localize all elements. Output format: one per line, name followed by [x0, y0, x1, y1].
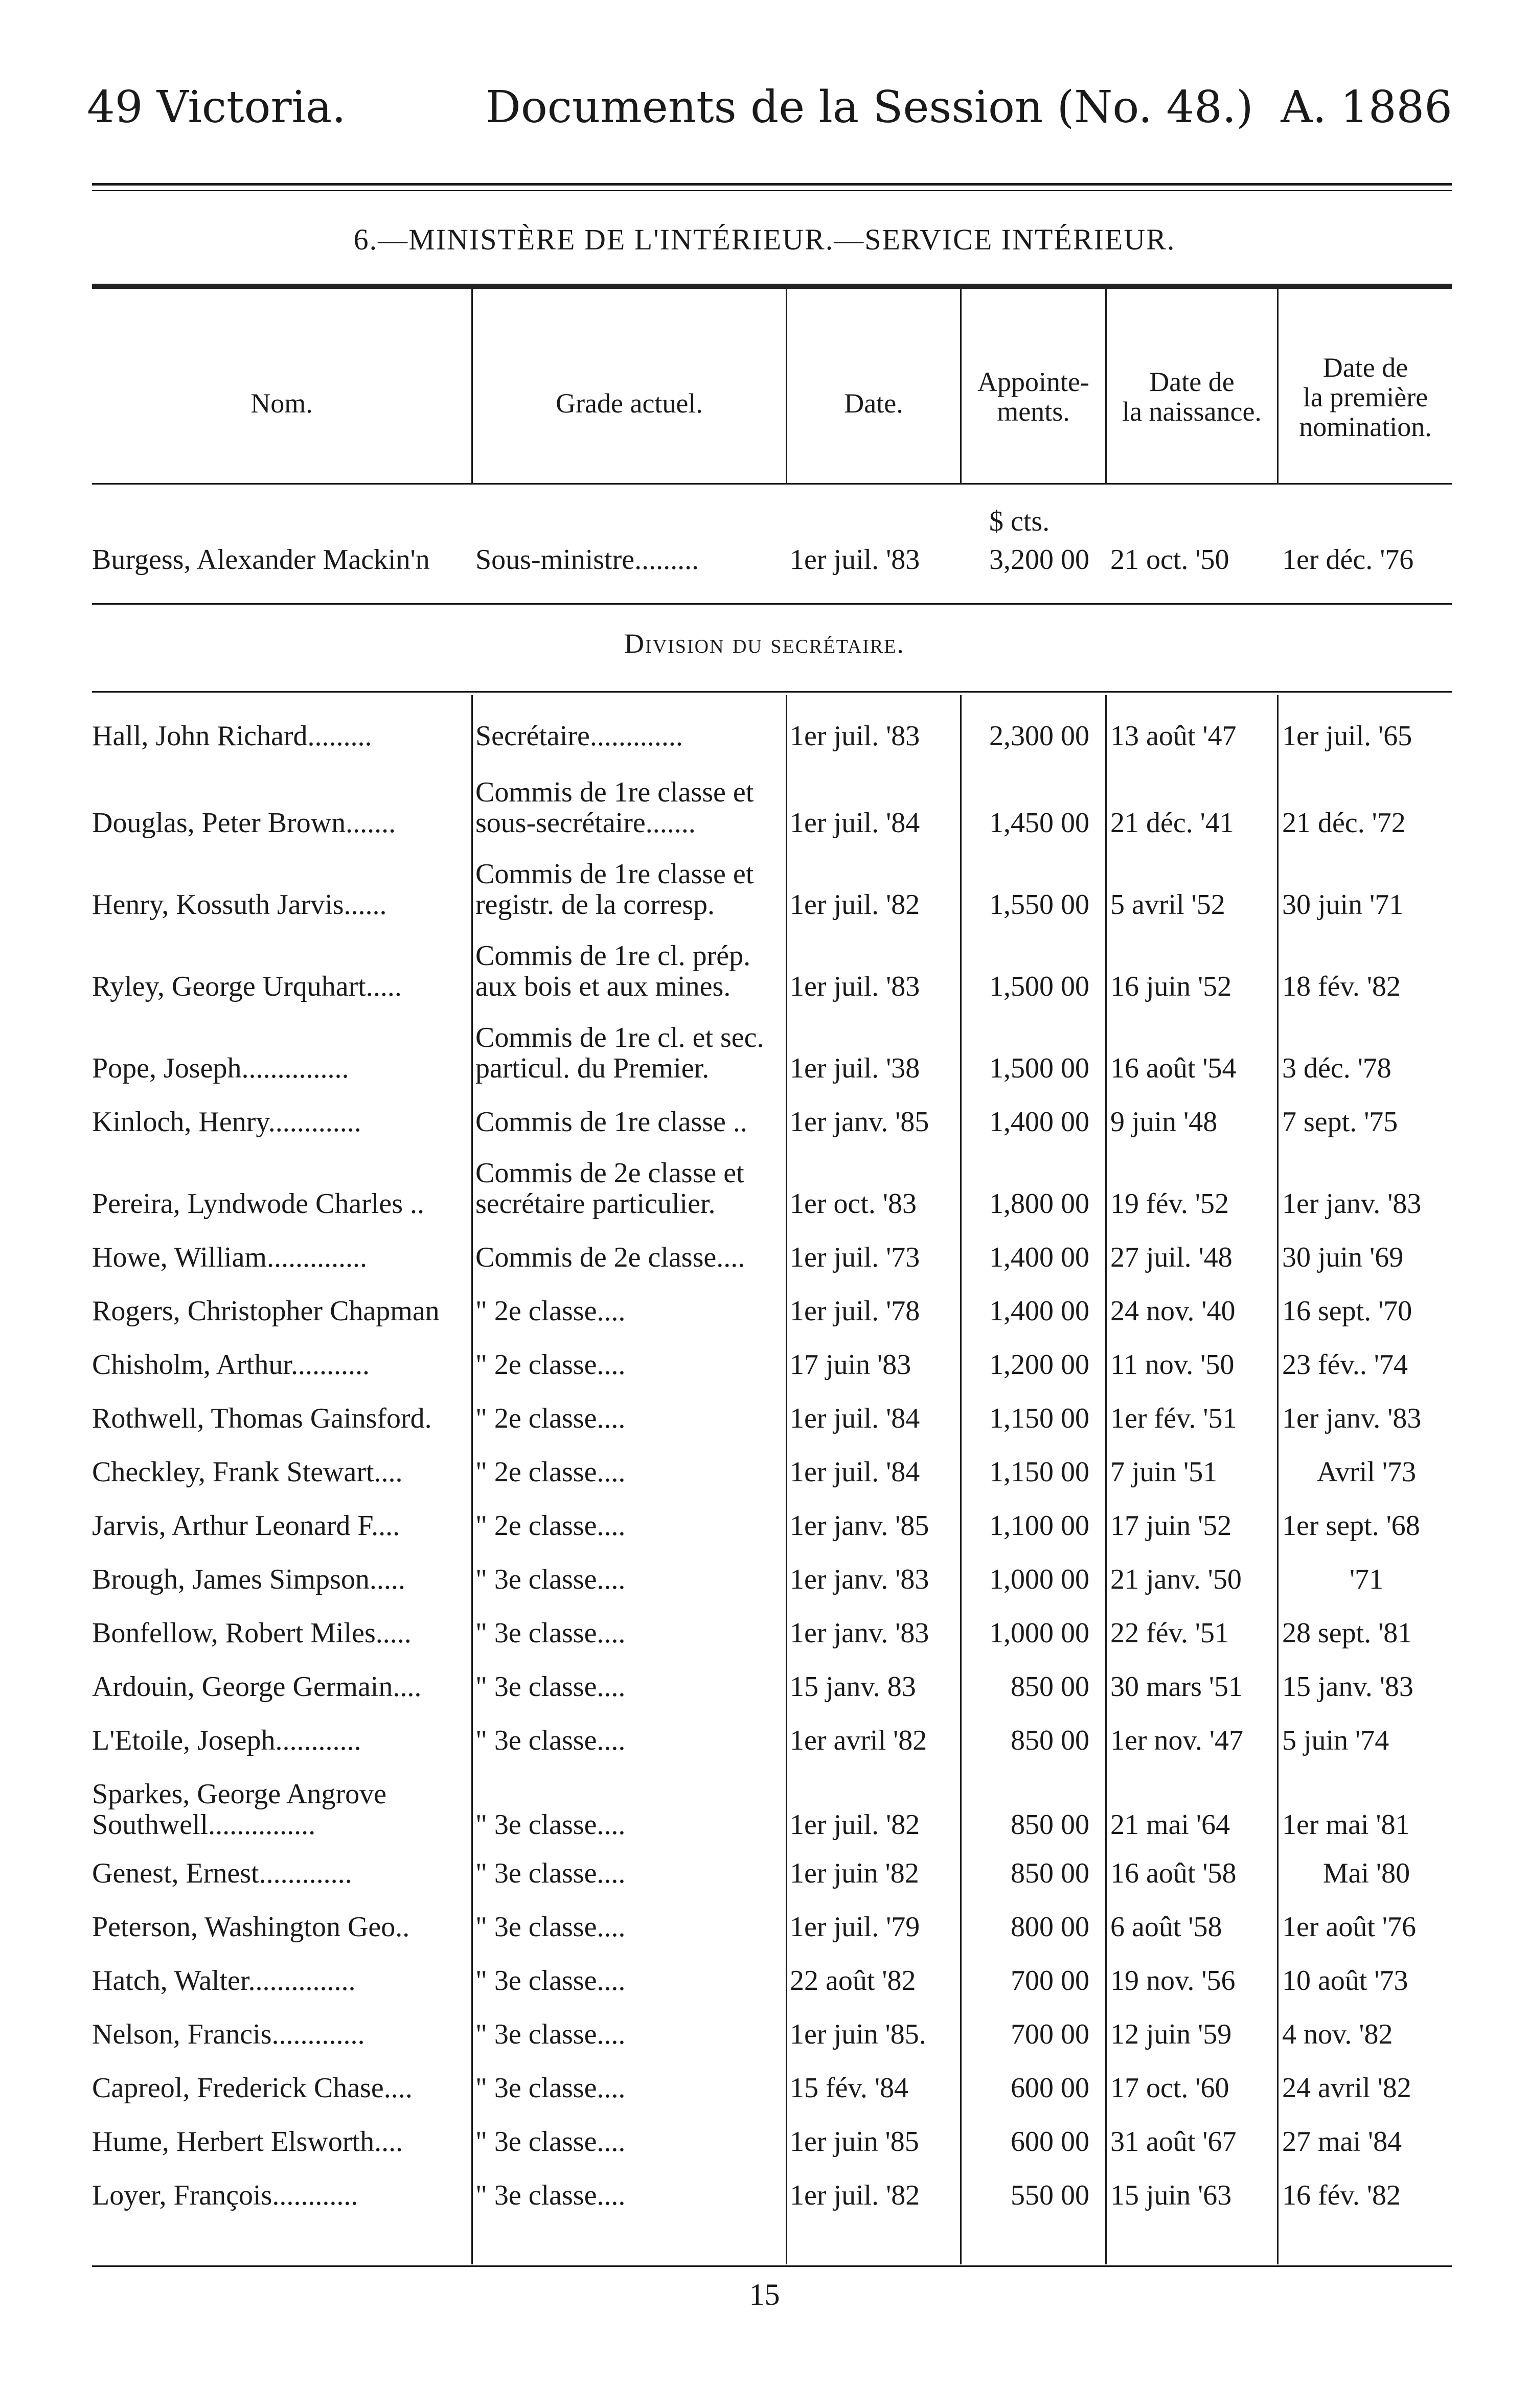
cell-grade: " 3e classe.... [475, 2072, 626, 2104]
cell-grade: " 2e classe.... [475, 1295, 626, 1327]
column-divider [471, 695, 473, 2264]
cell-nom: Rogers, Christopher Chapman [92, 1295, 440, 1327]
cell-date: 1er juin '85 [790, 2126, 919, 2158]
cell-nomination: 27 mai '84 [1282, 2126, 1402, 2158]
cell-grade: " 2e classe.... [475, 1403, 626, 1434]
cell-nom: Hume, Herbert Elsworth.... [92, 2126, 403, 2158]
cell-salaire: 1,000 00 [989, 1564, 1089, 1595]
cell-naissance: 21 janv. '50 [1110, 1564, 1242, 1595]
cell-grade: Commis de 1re cl. prép. aux bois et aux mines. [475, 940, 751, 1002]
cell-naissance: 17 juin '52 [1110, 1510, 1232, 1542]
cell-date: 17 juin '83 [790, 1349, 911, 1381]
cell-nom: Rothwell, Thomas Gainsford. [92, 1403, 432, 1434]
cell-date: 1er juil. '84 [790, 807, 920, 839]
header-session: A. 1886 [1281, 82, 1452, 133]
cell-salaire: 800 00 [1011, 1911, 1089, 1943]
cell-naissance: 16 août '58 [1110, 1857, 1237, 1889]
cell-grade: " 3e classe.... [475, 2180, 626, 2211]
cell-date: 1er janv. '85 [790, 1510, 929, 1542]
cell-naissance: 27 juil. '48 [1110, 1242, 1233, 1273]
cell-naissance: 30 mars '51 [1110, 1671, 1243, 1703]
cell-salaire: 1,800 00 [989, 1188, 1089, 1220]
cell-date: 22 août '82 [790, 1965, 916, 1997]
cell-naissance: 6 août '58 [1110, 1911, 1222, 1943]
cell-salaire: 1,550 00 [989, 889, 1089, 921]
table-top-rule [92, 284, 1452, 289]
cell-salaire: 600 00 [1011, 2126, 1089, 2158]
deputy-nomination: 1er déc. '76 [1282, 544, 1414, 576]
cell-nomination: 16 sept. '70 [1282, 1295, 1412, 1327]
deputy-row-rule [92, 603, 1452, 605]
cell-grade: " 3e classe.... [475, 1809, 626, 1841]
deputy-naissance: 21 oct. '50 [1110, 544, 1229, 576]
cell-salaire: 1,400 00 [989, 1106, 1089, 1138]
cell-grade: Commis de 2e classe et secrétaire particulier. [475, 1157, 744, 1220]
cell-nomination: 28 sept. '81 [1282, 1617, 1412, 1649]
cell-nom: Hall, John Richard......... [92, 720, 372, 752]
cell-naissance: 11 nov. '50 [1110, 1349, 1235, 1381]
cell-grade: " 3e classe.... [475, 2126, 626, 2158]
running-header [77, 82, 1452, 143]
cell-naissance: 19 nov. '56 [1110, 1965, 1236, 1997]
cell-date: 1er janv. '85 [790, 1106, 929, 1138]
cell-salaire: 1,500 00 [989, 1052, 1089, 1084]
cell-grade: " 3e classe.... [475, 1965, 626, 1997]
cell-salaire: 1,450 00 [989, 807, 1089, 839]
cell-nom: Ardouin, George Germain.... [92, 1671, 422, 1703]
cell-salaire: 850 00 [1011, 1809, 1089, 1841]
cell-grade: Commis de 1re cl. et sec. particul. du Premier. [475, 1022, 764, 1084]
cell-date: 1er juil. '79 [790, 1911, 920, 1943]
cell-grade: " 2e classe.... [475, 1510, 626, 1542]
cell-nomination: 10 août '73 [1282, 1965, 1408, 1997]
table-bottom-rule [92, 2265, 1452, 2267]
cell-nomination: 5 juin '74 [1282, 1725, 1389, 1756]
cell-salaire: 1,000 00 [989, 1617, 1089, 1649]
header-volume: 49 Victoria. [87, 82, 346, 133]
currency-header: $ cts. [989, 506, 1050, 537]
cell-naissance: 12 juin '59 [1110, 2019, 1232, 2050]
header-title: Documents de la Session (No. 48.) [486, 82, 1253, 133]
cell-date: 1er juil. '83 [790, 720, 920, 752]
cell-nomination: 3 déc. '78 [1282, 1052, 1391, 1084]
cell-nomination: 7 sept. '75 [1282, 1106, 1398, 1138]
cell-grade: Commis de 1re classe et registr. de la corresp. [475, 858, 754, 921]
cell-nom: Nelson, Francis............. [92, 2019, 365, 2050]
cell-nom: Howe, William.............. [92, 1242, 367, 1273]
cell-grade: " 2e classe.... [475, 1349, 626, 1381]
cell-naissance: 21 déc. '41 [1110, 807, 1234, 839]
division-title: Division du secrétaire. [624, 628, 905, 659]
cell-salaire: 1,400 00 [989, 1295, 1089, 1327]
cell-nom: Pope, Joseph............... [92, 1052, 349, 1084]
cell-nomination: 15 janv. '83 [1282, 1671, 1413, 1703]
cell-date: 1er juil. '38 [790, 1052, 920, 1084]
cell-nomination: Mai '80 [1322, 1857, 1410, 1889]
cell-nom: L'Etoile, Joseph............ [92, 1725, 361, 1756]
cell-grade: Secrétaire............. [475, 720, 683, 752]
cell-naissance: 16 août '54 [1110, 1052, 1237, 1084]
cell-date: 1er oct. '83 [790, 1188, 917, 1220]
cell-salaire: 600 00 [1011, 2072, 1089, 2104]
cell-date: 1er juil. '82 [790, 889, 920, 921]
cell-nomination: 1er janv. '83 [1282, 1188, 1422, 1220]
cell-grade: " 3e classe.... [475, 1564, 626, 1595]
cell-salaire: 850 00 [1011, 1857, 1089, 1889]
cell-date: 1er juil. '83 [790, 971, 920, 1002]
cell-nomination: 23 fév.. '74 [1282, 1349, 1408, 1381]
cell-date: 1er juil. '82 [790, 2180, 920, 2211]
column-header-naissance: Date de la naissance. [1122, 366, 1262, 427]
cell-nom: Chisholm, Arthur........... [92, 1349, 370, 1381]
cell-date: 1er juil. '84 [790, 1403, 920, 1434]
cell-naissance: 22 fév. '51 [1110, 1617, 1229, 1649]
cell-nom: Capreol, Frederick Chase.... [92, 2072, 413, 2104]
cell-naissance: 15 juin '63 [1110, 2180, 1232, 2211]
cell-nom: Hatch, Walter............... [92, 1965, 356, 1997]
cell-nom: Henry, Kossuth Jarvis...... [92, 889, 387, 921]
cell-salaire: 550 00 [1011, 2180, 1089, 2211]
cell-nom: Jarvis, Arthur Leonard F.... [92, 1510, 400, 1542]
column-divider [1277, 695, 1279, 2264]
cell-nomination: 18 fév. '82 [1282, 971, 1401, 1002]
cell-nomination: 1er août '76 [1282, 1911, 1417, 1943]
cell-nom: Loyer, François............ [92, 2180, 358, 2211]
header-rule-top [92, 183, 1452, 186]
cell-date: 15 janv. 83 [790, 1671, 916, 1703]
cell-nomination: 1er janv. '83 [1282, 1403, 1422, 1434]
column-divider [786, 695, 787, 2264]
cell-grade: Commis de 1re classe .. [475, 1106, 747, 1138]
cell-nomination: 30 juin '69 [1282, 1242, 1404, 1273]
cell-naissance: 1er nov. '47 [1110, 1725, 1243, 1756]
cell-salaire: 850 00 [1011, 1671, 1089, 1703]
column-header-appointements: Appointe- ments. [977, 366, 1089, 427]
cell-nomination: 1er sept. '68 [1282, 1510, 1420, 1542]
cell-salaire: 1,400 00 [989, 1242, 1089, 1273]
column-header-nom: Nom. [250, 388, 313, 419]
cell-date: 1er janv. '83 [790, 1564, 929, 1595]
cell-nom: Douglas, Peter Brown....... [92, 807, 396, 839]
page-number: 15 [749, 2278, 780, 2311]
cell-date: 1er janv. '83 [790, 1617, 929, 1649]
cell-date: 15 fév. '84 [790, 2072, 908, 2104]
cell-nomination: 4 nov. '82 [1282, 2019, 1393, 2050]
cell-naissance: 9 juin '48 [1110, 1106, 1218, 1138]
cell-salaire: 1,500 00 [989, 971, 1089, 1002]
cell-nomination: 1er mai '81 [1282, 1809, 1410, 1841]
cell-nom: Bonfellow, Robert Miles..... [92, 1617, 412, 1649]
cell-nom: Sparkes, George Angrove Southwell............... [92, 1778, 386, 1841]
column-header-nomination: Date de la première nomination. [1299, 352, 1432, 442]
cell-grade: Commis de 1re classe et sous-secrétaire....... [475, 776, 754, 839]
cell-nomination: 21 déc. '72 [1282, 807, 1406, 839]
cell-salaire: 1,100 00 [989, 1510, 1089, 1542]
cell-grade: " 2e classe.... [475, 1456, 626, 1488]
cell-nomination: 30 juin '71 [1282, 889, 1404, 921]
cell-nomination: 24 avril '82 [1282, 2072, 1411, 2104]
cell-naissance: 19 fév. '52 [1110, 1188, 1229, 1220]
column-header-rule [92, 483, 1452, 485]
cell-grade: " 3e classe.... [475, 1671, 626, 1703]
cell-date: 1er juil. '84 [790, 1456, 920, 1488]
cell-salaire: 700 00 [1011, 2019, 1089, 2050]
cell-naissance: 21 mai '64 [1110, 1809, 1230, 1841]
division-rule [92, 691, 1452, 693]
cell-nom: Genest, Ernest............. [92, 1857, 352, 1889]
cell-nomination: 16 fév. '82 [1282, 2180, 1401, 2211]
cell-nom: Ryley, George Urquhart..... [92, 971, 402, 1002]
section-title: 6.—MINISTÈRE DE L'INTÉRIEUR.—SERVICE INTÉRIEUR. [353, 223, 1176, 256]
cell-naissance: 7 juin '51 [1110, 1456, 1218, 1488]
cell-nomination: '71 [1349, 1564, 1384, 1595]
division-heading [0, 628, 1529, 659]
cell-grade: " 3e classe.... [475, 1911, 626, 1943]
cell-grade: " 3e classe.... [475, 2019, 626, 2050]
cell-grade: " 3e classe.... [475, 1725, 626, 1756]
header-rule-bottom [92, 190, 1452, 191]
cell-date: 1er avril '82 [790, 1725, 927, 1756]
cell-grade: Commis de 2e classe.... [475, 1242, 745, 1273]
column-divider [786, 289, 787, 483]
deputy-nom: Burgess, Alexander Mackin'n [92, 544, 430, 576]
column-divider [1105, 695, 1107, 2264]
cell-salaire: 1,150 00 [989, 1403, 1089, 1434]
cell-salaire: 700 00 [1011, 1965, 1089, 1997]
cell-grade: " 3e classe.... [475, 1617, 626, 1649]
column-header-grade: Grade actuel. [556, 388, 703, 419]
cell-nom: Kinloch, Henry............. [92, 1106, 361, 1138]
column-header-date: Date. [844, 388, 903, 419]
cell-nom: Pereira, Lyndwode Charles .. [92, 1188, 425, 1220]
cell-grade: " 3e classe.... [475, 1857, 626, 1889]
cell-nomination: 1er juil. '65 [1282, 720, 1412, 752]
deputy-grade: Sous-ministre......... [475, 544, 699, 576]
cell-nomination: Avril '73 [1316, 1456, 1417, 1488]
cell-salaire: 1,200 00 [989, 1349, 1089, 1381]
cell-nom: Peterson, Washington Geo.. [92, 1911, 410, 1943]
column-divider [471, 289, 473, 483]
cell-naissance: 5 avril '52 [1110, 889, 1225, 921]
deputy-date: 1er juil. '83 [790, 544, 920, 576]
cell-salaire: 1,150 00 [989, 1456, 1089, 1488]
cell-naissance: 31 août '67 [1110, 2126, 1237, 2158]
deputy-salaire: 3,200 00 [989, 544, 1089, 576]
cell-date: 1er juin '82 [790, 1857, 919, 1889]
cell-date: 1er juil. '82 [790, 1809, 920, 1841]
cell-salaire: 850 00 [1011, 1725, 1089, 1756]
cell-date: 1er juin '85. [790, 2019, 926, 2050]
cell-naissance: 24 nov. '40 [1110, 1295, 1236, 1327]
cell-naissance: 13 août '47 [1110, 720, 1237, 752]
cell-date: 1er juil. '78 [790, 1295, 920, 1327]
cell-date: 1er juil. '73 [790, 1242, 920, 1273]
cell-naissance: 16 juin '52 [1110, 971, 1232, 1002]
cell-nom: Checkley, Frank Stewart.... [92, 1456, 403, 1488]
cell-naissance: 1er fév. '51 [1110, 1403, 1237, 1434]
cell-naissance: 17 oct. '60 [1110, 2072, 1229, 2104]
cell-nom: Brough, James Simpson..... [92, 1564, 405, 1595]
cell-salaire: 2,300 00 [989, 720, 1089, 752]
